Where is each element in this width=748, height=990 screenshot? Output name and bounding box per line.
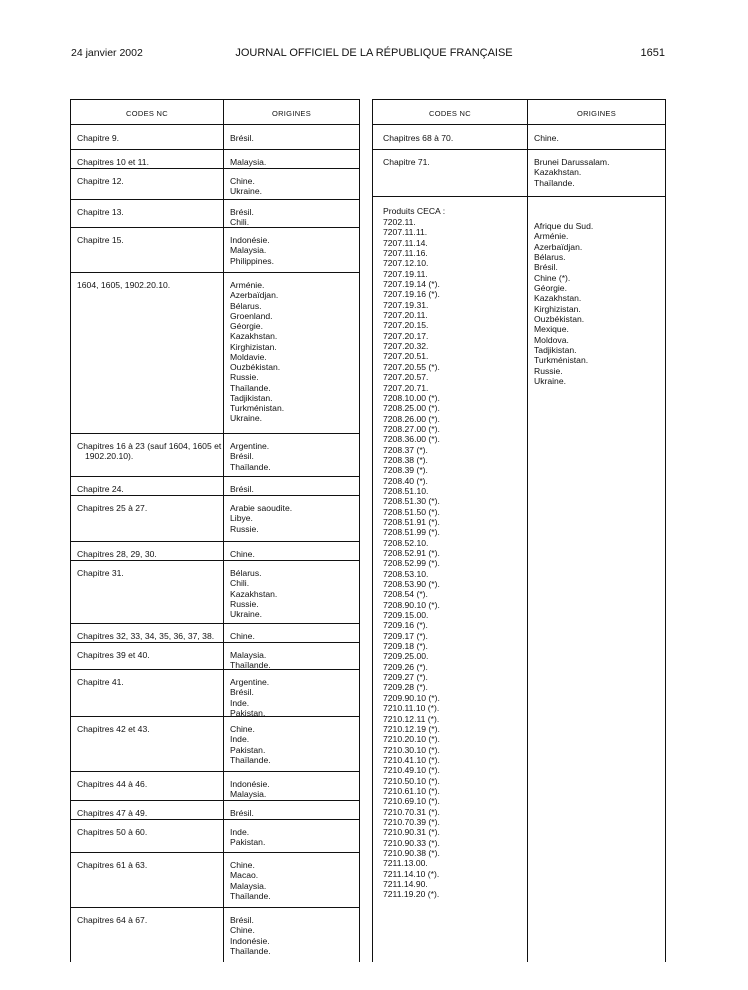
code-cell — [77, 484, 124, 494]
table-row — [71, 819, 359, 853]
list-item: Afrique du Sud. — [534, 221, 594, 231]
origin-line: Géorgie. — [230, 321, 263, 331]
table-row — [71, 623, 359, 643]
origin-line: Arabie saoudite. — [230, 503, 293, 513]
list-item: Géorgie. — [534, 283, 567, 294]
origin-line: Thaïlande. — [230, 660, 271, 671]
list-item: 7207.20.71. — [383, 382, 429, 393]
list-item: 7209.27 (*). — [383, 672, 428, 683]
code-cell — [77, 915, 147, 925]
code-cell — [77, 860, 147, 870]
list-item: 7210.12.11 (*). — [383, 713, 440, 724]
ceca-origins — [534, 221, 593, 387]
list-item: 7202.11. — [383, 217, 416, 227]
origin-cell — [230, 860, 271, 901]
origin-line: Moldavie. — [230, 351, 267, 362]
origin-line: Ouzbékistan. — [230, 362, 281, 372]
table-row — [71, 495, 359, 542]
list-item: 7210.49.10 (*). — [383, 765, 440, 776]
list-item: 7210.41.10 (*). — [383, 754, 440, 765]
origin-line: Argentine. — [230, 441, 270, 451]
origin-line: Ukraine. — [230, 186, 262, 197]
origin-line: Indonésie. — [230, 935, 270, 946]
list-item: 7208.37 (*). — [383, 444, 428, 455]
origin-line: Philippines. — [230, 255, 274, 266]
origin-cell — [534, 133, 559, 143]
list-item: Ukraine. — [534, 376, 566, 387]
list-item: 7208.90.10 (*). — [383, 599, 440, 610]
origin-cell — [230, 827, 265, 848]
origin-cell — [230, 568, 277, 619]
table-row — [71, 541, 359, 561]
list-item: Chine (*). — [534, 272, 571, 283]
origin-line: Chine. — [230, 724, 255, 734]
code-cell — [77, 133, 119, 143]
table-row — [71, 476, 359, 496]
code-cell — [77, 808, 147, 818]
list-item: 7208.26.00 (*). — [383, 413, 440, 424]
code-line: Chapitres 64 à 67. — [77, 915, 148, 925]
origin-line: Thaïlande. — [230, 382, 271, 393]
list-item: 7207.20.15. — [383, 320, 429, 331]
list-item: 7208.51.10. — [383, 485, 429, 496]
origin-line: Brésil. — [230, 133, 254, 143]
origin-line: Russie. — [230, 372, 259, 383]
origin-line: Brunei Darussalam. — [534, 157, 610, 167]
list-item: 7207.19.16 (*). — [383, 289, 440, 300]
code-line: Chapitre 15. — [77, 235, 124, 245]
codes-header: CODES NC — [429, 109, 471, 118]
list-item: 7209.25.00. — [383, 651, 429, 662]
right-table — [372, 99, 666, 962]
origin-cell — [230, 207, 254, 228]
code-line: Chapitres 25 à 27. — [77, 503, 148, 513]
list-item: 7207.20.11. — [383, 310, 428, 321]
list-item: 7208.52.10. — [383, 537, 429, 548]
origin-line: Chine. — [534, 133, 559, 143]
origin-line: Indonésie. — [230, 779, 270, 789]
table-row — [71, 642, 359, 670]
list-item: 7209.15.00. — [383, 610, 429, 621]
origin-line: Kazakhstan. — [230, 588, 278, 599]
origin-line: Chine. — [230, 860, 255, 870]
origin-line: Libye. — [230, 513, 253, 524]
left-table — [70, 99, 360, 962]
origin-line: Malaysia. — [230, 650, 267, 660]
origin-line: Chine. — [230, 549, 255, 559]
origin-line: Inde. — [230, 734, 250, 745]
code-line: Chapitres 50 à 60. — [77, 827, 148, 837]
origin-line: Thaïlande. — [230, 461, 271, 472]
origin-cell — [230, 157, 266, 167]
list-item: 7210.50.10 (*). — [383, 775, 440, 786]
list-item: 7208.52.91 (*). — [383, 548, 440, 558]
table-row — [71, 800, 359, 820]
code-line: Chapitre 41. — [77, 677, 124, 687]
code-cell — [77, 650, 150, 660]
list-item: 7208.53.90 (*). — [383, 579, 440, 590]
list-item: 7208.39 (*). — [383, 465, 428, 476]
list-item: Kirghizistan. — [534, 303, 581, 314]
list-item: Arménie. — [534, 231, 569, 242]
list-item: 7208.38 (*). — [383, 454, 428, 465]
origin-line: Inde. — [230, 827, 250, 837]
list-item: 7207.12.10. — [383, 258, 429, 269]
origin-line: Kazakhstan. — [230, 331, 278, 342]
list-item: 7208.51.99 (*). — [383, 527, 440, 538]
origin-cell — [230, 441, 271, 472]
origin-line: Groenland. — [230, 310, 273, 321]
origin-line: Pakistan. — [230, 837, 266, 848]
table-row — [71, 716, 359, 772]
origin-line: Brésil. — [230, 451, 254, 462]
table-row — [71, 852, 359, 908]
list-item: 7207.20.57. — [383, 372, 429, 383]
list-item: 7211.14.10 (*). — [383, 868, 440, 879]
list-item: 7207.19.14 (*). — [383, 279, 440, 290]
list-item: 7208.53.10. — [383, 568, 429, 579]
origin-line: Inde. — [230, 697, 250, 708]
code-line: Chapitres 68 à 70. — [383, 133, 454, 143]
origin-line: Malaysia. — [230, 245, 267, 256]
origin-line: Pakistan. — [230, 744, 266, 755]
code-cell — [383, 133, 453, 143]
list-item: 7210.11.10 (*). — [383, 703, 440, 714]
code-line: 1902.20.10). — [85, 451, 134, 462]
origin-line: Malaysia. — [230, 157, 267, 167]
origin-cell — [534, 157, 609, 188]
codes-header: CODES NC — [126, 109, 168, 118]
table-row — [71, 560, 359, 624]
list-item: 7210.90.33 (*). — [383, 837, 440, 848]
code-cell — [77, 549, 157, 559]
list-item: Mexique. — [534, 324, 569, 335]
origin-line: Chine. — [230, 925, 255, 936]
code-line: 1604, 1605, 1902.20.10. — [77, 280, 171, 290]
code-line: Chapitre 9. — [77, 133, 120, 143]
code-cell — [77, 677, 124, 687]
list-item: 7210.90.38 (*). — [383, 847, 440, 858]
code-line: Chapitre 13. — [77, 207, 124, 217]
list-item: 7207.20.17. — [383, 330, 429, 341]
table-row — [71, 669, 359, 717]
code-cell — [77, 176, 124, 186]
table-row — [71, 227, 359, 273]
list-item: 7210.70.39 (*). — [383, 816, 440, 827]
origin-line: Argentine. — [230, 677, 270, 687]
list-item: 7210.69.10 (*). — [383, 796, 440, 807]
table-row — [71, 199, 359, 228]
origin-line: Ukraine. — [230, 413, 262, 424]
list-item: 7210.70.31 (*). — [383, 806, 440, 817]
origines-header: ORIGINES — [576, 109, 617, 118]
list-item: 7208.27.00 (*). — [383, 423, 440, 434]
origin-cell — [230, 280, 284, 424]
origin-line: Kirghizistan. — [230, 341, 277, 352]
origin-line: Chili. — [230, 217, 250, 228]
list-item: 7210.20.10 (*). — [383, 734, 440, 745]
list-item: 7208.51.50 (*). — [383, 506, 440, 517]
origin-line: Brésil. — [230, 484, 254, 494]
code-line: Chapitre 31. — [77, 568, 124, 578]
ceca-codes — [383, 217, 440, 900]
list-item: 7207.20.51. — [383, 351, 429, 362]
code-line: Chapitre 24. — [77, 484, 124, 494]
code-line: Chapitre 12. — [77, 176, 124, 186]
list-item: Brésil. — [534, 262, 558, 273]
code-cell — [77, 724, 150, 734]
table-row — [373, 125, 665, 150]
list-item: 7207.19.31. — [383, 299, 429, 310]
origin-line: Thaïlande. — [230, 754, 271, 765]
origin-line: Bélarus. — [230, 568, 262, 578]
left-table-header — [71, 100, 359, 125]
list-item: Turkménistan. — [534, 355, 589, 366]
table-row — [71, 433, 359, 477]
list-item: 7207.20.32. — [383, 341, 429, 352]
code-line: Chapitres 32, 33, 34, 35, 36, 37, 38. — [77, 631, 215, 641]
origin-line: Brésil. — [230, 687, 254, 698]
origin-line: Brésil. — [230, 808, 254, 818]
list-item: 7211.19.20 (*). — [383, 889, 440, 900]
list-item: 7210.12.19 (*). — [383, 723, 440, 734]
code-line: Chapitres 10 et 11. — [77, 157, 149, 167]
origin-cell — [230, 235, 274, 266]
origin-line: Thaïlande. — [230, 945, 271, 956]
code-cell — [77, 631, 214, 641]
page-number: 1651 — [640, 47, 665, 59]
table-row — [71, 125, 359, 150]
list-item: 7207.20.55 (*). — [383, 361, 440, 372]
origin-line: Pakistan. — [230, 707, 266, 718]
origin-cell — [230, 677, 269, 718]
list-item: 7207.19.11. — [383, 268, 428, 279]
origin-line: Kazakhstan. — [534, 167, 582, 178]
list-item: Russie. — [534, 365, 563, 376]
table-row — [71, 272, 359, 434]
origin-cell — [230, 650, 271, 671]
code-cell — [77, 441, 221, 462]
origin-line: Turkménistan. — [230, 403, 285, 413]
list-item: 7208.54 (*). — [383, 589, 428, 600]
right-table-header — [373, 100, 665, 125]
origin-cell — [230, 808, 254, 818]
list-item: Ouzbékistan. — [534, 314, 585, 325]
origin-line: Malaysia. — [230, 880, 267, 891]
code-cell — [77, 207, 124, 217]
code-cell — [77, 827, 147, 837]
code-line: Chapitres 42 et 43. — [77, 724, 150, 734]
code-cell — [383, 157, 430, 167]
origin-line: Brésil. — [230, 207, 254, 217]
code-line: Chapitres 61 à 63. — [77, 860, 148, 870]
list-item: 7207.11.14. — [383, 237, 428, 248]
column-divider — [527, 100, 528, 962]
list-item: Tadjikistan. — [534, 345, 577, 356]
list-item: 7209.16 (*). — [383, 620, 428, 631]
origin-line: Russie. — [230, 598, 259, 609]
code-cell — [77, 157, 149, 167]
list-item: 7211.14.90. — [383, 879, 428, 889]
code-line: Chapitres 39 et 40. — [77, 650, 150, 660]
list-item: 7208.36.00 (*). — [383, 434, 440, 445]
origin-cell — [230, 176, 262, 197]
list-item: 7209.17 (*). — [383, 630, 428, 641]
origin-cell — [230, 779, 270, 800]
list-item: 7209.90.10 (*). — [383, 692, 440, 703]
origin-line: Ukraine. — [230, 609, 262, 619]
origin-cell — [230, 724, 271, 765]
list-item: 7211.13.00. — [383, 858, 428, 869]
origin-line: Azerbaïdjan. — [230, 290, 279, 301]
list-item: 7207.11.11. — [383, 227, 428, 238]
origin-cell — [230, 133, 254, 143]
origin-cell — [230, 631, 255, 641]
code-line: Chapitres 16 à 23 (sauf 1604, 1605 et — [77, 441, 222, 451]
origin-line: Tadjikistan. — [230, 392, 273, 403]
code-line: Chapitres 47 à 49. — [77, 808, 148, 818]
origines-header: ORIGINES — [271, 109, 312, 118]
origin-line: Thaïlande. — [534, 177, 575, 188]
list-item: Bélarus. — [534, 252, 566, 263]
table-row — [71, 149, 359, 169]
origin-line: Chine. — [230, 176, 255, 186]
origin-line: Indonésie. — [230, 235, 270, 245]
list-item: 7209.28 (*). — [383, 682, 428, 693]
origin-line: Chili. — [230, 578, 250, 589]
code-cell — [77, 235, 124, 245]
list-item: Moldova. — [534, 334, 569, 345]
origin-cell — [230, 549, 255, 559]
code-line: Chapitres 28, 29, 30. — [77, 549, 157, 559]
list-item: 7208.25.00 (*). — [383, 403, 440, 414]
origin-line: Macao. — [230, 870, 259, 881]
code-cell — [77, 779, 147, 789]
table-row — [71, 907, 359, 962]
origin-line: Thaïlande. — [230, 890, 271, 901]
list-item: 7210.30.10 (*). — [383, 744, 440, 755]
code-cell — [77, 503, 147, 513]
table-row — [71, 771, 359, 801]
origin-line: Arménie. — [230, 280, 265, 290]
table-row — [71, 168, 359, 200]
list-item: 7209.18 (*). — [383, 641, 428, 652]
origin-cell — [230, 915, 271, 956]
list-item: 7208.51.30 (*). — [383, 496, 440, 507]
origin-line: Bélarus. — [230, 300, 262, 311]
list-item: 7208.40 (*). — [383, 475, 428, 486]
origin-line: Russie. — [230, 523, 259, 534]
origin-line: Chine. — [230, 631, 255, 641]
origin-line: Brésil. — [230, 915, 254, 925]
list-item: 7208.52.99 (*). — [383, 558, 440, 569]
code-line: Chapitres 44 à 46. — [77, 779, 148, 789]
list-item: Azerbaïdjan. — [534, 241, 583, 252]
list-item: 7210.90.31 (*). — [383, 827, 440, 838]
list-item: 7208.10.00 (*). — [383, 392, 440, 403]
list-item: 7207.11.16. — [383, 248, 428, 259]
list-item: Kazakhstan. — [534, 293, 582, 304]
origin-cell — [230, 503, 292, 534]
list-item: 7209.26 (*). — [383, 661, 428, 672]
origin-cell — [230, 484, 254, 494]
list-item: 7210.61.10 (*). — [383, 785, 440, 796]
ceca-label: Produits CECA : — [383, 206, 446, 216]
code-line: Chapitre 71. — [383, 157, 430, 167]
list-item: 7208.51.91 (*). — [383, 516, 440, 527]
code-cell — [77, 280, 170, 290]
header-date: 24 janvier 2002 — [71, 47, 143, 59]
journal-title: JOURNAL OFFICIEL DE LA RÉPUBLIQUE FRANÇAISE — [235, 47, 513, 59]
origin-line: Malaysia. — [230, 789, 267, 800]
code-cell — [77, 568, 124, 578]
table-row — [373, 149, 665, 197]
